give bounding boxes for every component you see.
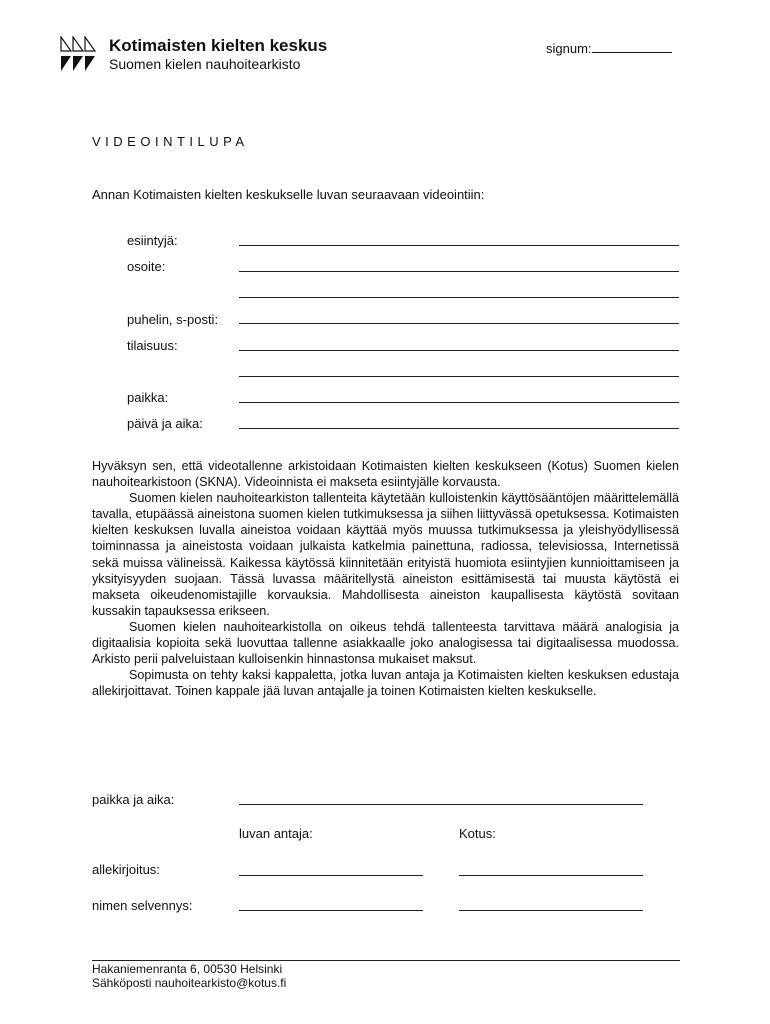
occasion-label: tilaisuus: bbox=[127, 338, 178, 353]
kotus-name-line[interactable] bbox=[459, 910, 643, 911]
performer-label: esiintyjä: bbox=[127, 233, 178, 248]
date-time-label: päivä ja aika: bbox=[127, 416, 203, 431]
terms-paragraph-3: Suomen kielen nauhoitearkistolla on oikeus tehdä tallenteesta tarvittava määrä analogisia ja digitaalisia kopioita sekä luovuttaa tallenne asiakkaalle joko analogisessa tai digitaalisessa muodossa. Arkisto perii palveluistaan kulloisenkin hinnastonsa mukaiset maksut. bbox=[92, 619, 679, 667]
place-label: paikka: bbox=[127, 390, 169, 405]
signature-label: allekirjoitus: bbox=[92, 862, 160, 877]
document-title: VIDEOINTILUPA bbox=[92, 134, 249, 149]
footer-email: Sähköposti nauhoitearkisto@kotus.fi bbox=[92, 976, 287, 990]
terms-paragraph-2: Suomen kielen nauhoitearkiston tallenteita käytetään kulloistenkin käyttösääntöjen määrittelemällä tavalla, etupäässä aineistona suomen kielen tutkimuksessa ja siihen liittyvässä opetuksessa. Kotimaisten kielten keskuksen luvalla aineistoa voidaan käyttää myös muussa tutkimuksessa ja yleishyödyllisessä toiminnassa ja aineistosta voidaan julkaista katkelmia painettuna, radiossa, televisiossa, Internetissä sekä muissa välineissä. Kaikessa käytössä kiinnitetään erityistä huomiota esiintyjien kunnioittamiseen ja yksityisyyden suojaan. Tässä luvassa määritellystä aineiston esittämisestä tai muusta käytöstä ei makseta oikeudenomistajille korvauksia. Mahdollisesta aineiston kaupallisesta käytöstä sovitaan kussakin tapauksessa erikseen. bbox=[92, 491, 679, 618]
address-line[interactable] bbox=[239, 271, 679, 272]
phone-email-line[interactable] bbox=[239, 323, 679, 324]
organization-subtitle: Suomen kielen nauhoitearkisto bbox=[109, 56, 301, 72]
terms-paragraph-1: Hyväksyn sen, että videotallenne arkistoidaan Kotimaisten kielten keskukseen (Kotus) Suomen kielen nauhoitearkistoon (SKNA). Videoinnista ei makseta esiintyjälle korvausta. bbox=[92, 459, 679, 490]
intro-text: Annan Kotimaisten kielten keskukselle luvan seuraavaan videointiin: bbox=[92, 187, 485, 202]
footer-divider bbox=[92, 960, 680, 961]
occasion-line[interactable] bbox=[239, 350, 679, 351]
phone-email-label: puhelin, s-posti: bbox=[127, 312, 219, 327]
date-time-line[interactable] bbox=[239, 428, 679, 429]
signum-label: signum: bbox=[546, 41, 592, 56]
place-line[interactable] bbox=[239, 402, 679, 403]
kotus-signature-line[interactable] bbox=[459, 875, 643, 876]
kotus-heading: Kotus: bbox=[459, 826, 496, 841]
terms-text bbox=[92, 458, 679, 699]
occasion-line-2[interactable] bbox=[239, 376, 679, 377]
grantor-name-line[interactable] bbox=[239, 910, 423, 911]
footer-address: Hakaniemenranta 6, 00530 Helsinki bbox=[92, 962, 283, 976]
organization-name: Kotimaisten kielten keskus bbox=[109, 36, 328, 55]
terms-paragraph-4: Sopimusta on tehty kaksi kappaletta, jotka luvan antaja ja Kotimaisten kielten keskuksen edustaja allekirjoittavat. Toinen kappale jää luvan antajalle ja toinen Kotimaisten kielten keskukselle. bbox=[92, 668, 679, 699]
address-line-2[interactable] bbox=[239, 297, 679, 298]
name-clarification-label: nimen selvennys: bbox=[92, 898, 193, 913]
signum-line[interactable] bbox=[592, 40, 672, 53]
address-label: osoite: bbox=[127, 259, 166, 274]
place-date-label: paikka ja aika: bbox=[92, 792, 175, 807]
grantor-signature-line[interactable] bbox=[239, 875, 423, 876]
grantor-heading: luvan antaja: bbox=[239, 826, 313, 841]
place-date-line[interactable] bbox=[239, 804, 643, 805]
signum-field bbox=[546, 40, 672, 56]
performer-line[interactable] bbox=[239, 245, 679, 246]
kotus-logo-icon bbox=[60, 36, 102, 72]
